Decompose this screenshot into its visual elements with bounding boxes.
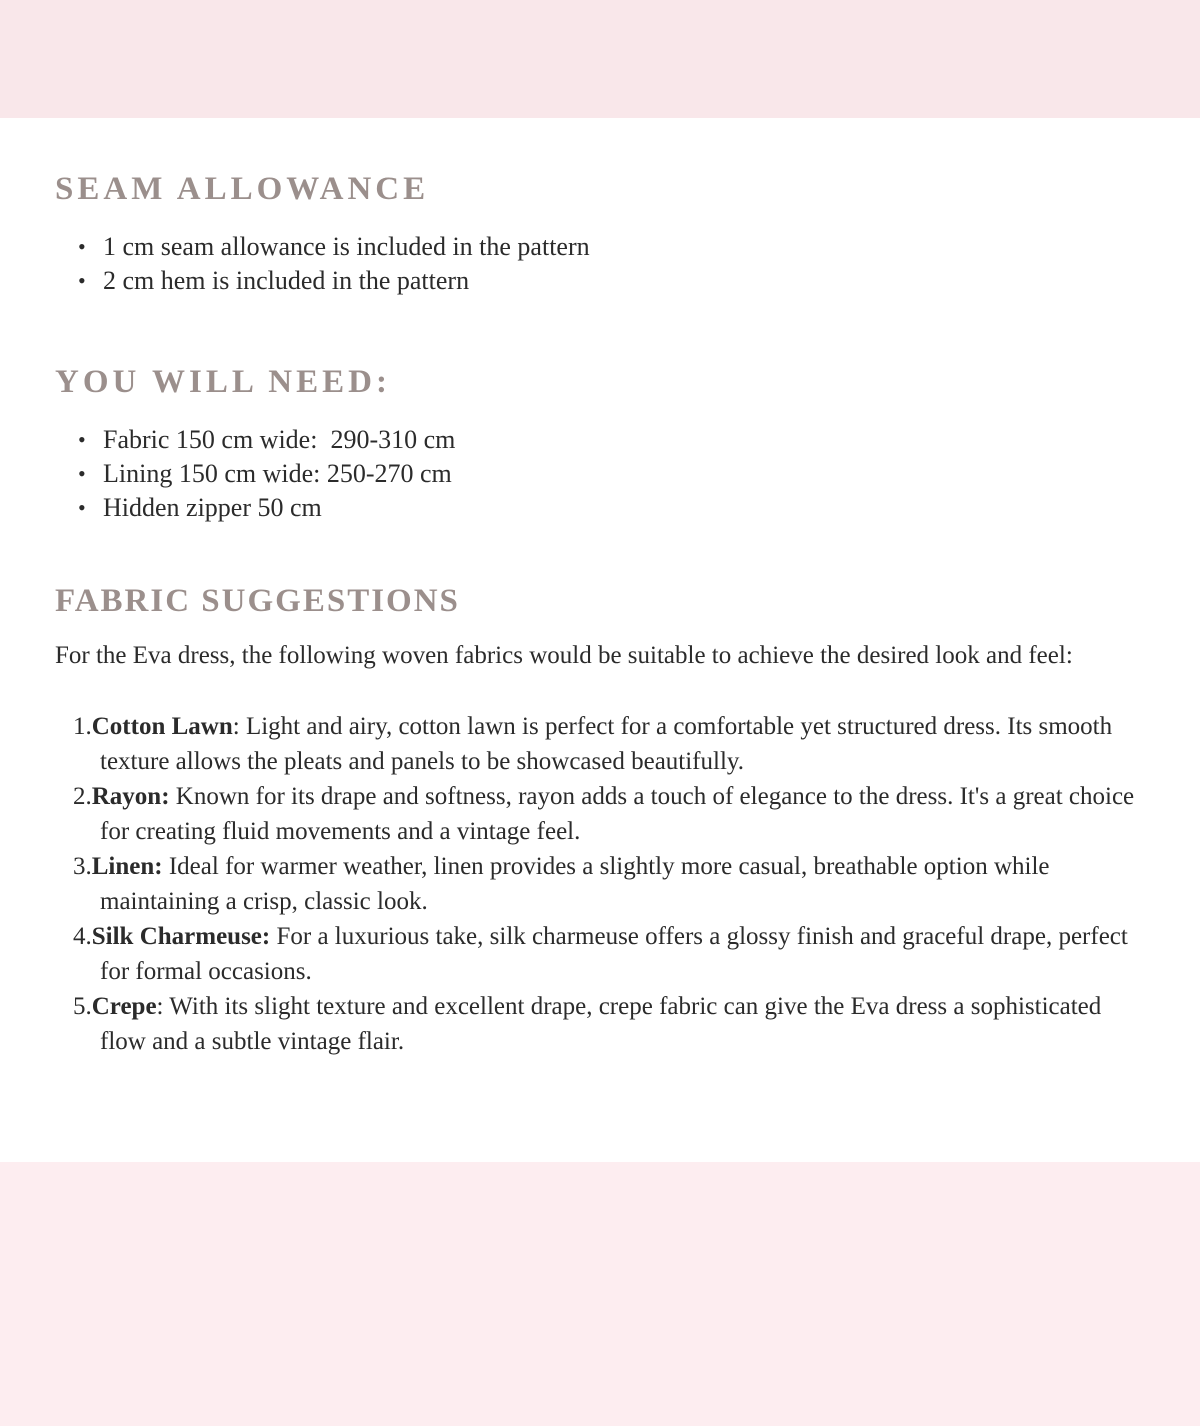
list-item — [55, 230, 1152, 264]
item-number: 2. — [73, 783, 92, 810]
numbered-list-item — [55, 919, 1147, 989]
numbered-list-item — [55, 779, 1147, 849]
numbered-list-item — [55, 989, 1147, 1059]
list-item — [55, 457, 1152, 491]
item-description: : With its slight texture and excellent drape, crepe fabric can give the Eva dress a sophisticated flow and a subtle vintage flair. — [100, 993, 1102, 1055]
numbered-list-item — [55, 709, 1147, 779]
list-item — [55, 491, 1152, 525]
item-term: Crepe — [91, 993, 157, 1020]
top-band — [0, 0, 1200, 118]
fabric-suggestions-list — [55, 709, 1152, 1059]
list-item-text: 2 cm hem is included in the pattern — [103, 266, 470, 295]
list-item-text: Lining 150 cm wide: 250-270 cm — [103, 459, 452, 488]
numbered-list-item — [55, 849, 1147, 919]
item-number: 3. — [73, 853, 92, 880]
item-term: Silk Charmeuse: — [91, 923, 271, 950]
seam-allowance-heading: SEAM ALLOWANCE — [55, 171, 430, 207]
list-item-text: Fabric 150 cm wide: 290-310 cm — [103, 425, 456, 454]
item-number: 4. — [73, 923, 92, 950]
list-item-text: Hidden zipper 50 cm — [103, 493, 322, 522]
item-term: Linen: — [91, 853, 163, 880]
bullet-marker: • — [78, 427, 86, 452]
section-seam-allowance — [55, 173, 1152, 298]
fabric-suggestions-heading: FABRIC SUGGESTIONS — [55, 583, 460, 619]
item-term: Cotton Lawn — [91, 713, 233, 740]
list-item — [55, 423, 1152, 457]
bullet-marker: • — [78, 461, 86, 486]
intro-paragraph: For the Eva dress, the following woven fabrics would be suitable to achieve the desired look and feel: — [55, 642, 1073, 669]
seam-allowance-list — [55, 230, 1152, 298]
page-content — [0, 118, 1200, 1162]
section-you-will-need — [55, 366, 1152, 525]
item-term: Rayon: — [91, 783, 170, 810]
you-will-need-heading: YOU WILL NEED: — [55, 364, 391, 400]
item-description: Ideal for warmer weather, linen provides a slightly more casual, breathable option while maintaining a crisp, classic look. — [100, 853, 1050, 915]
item-description: Known for its drape and softness, rayon adds a touch of elegance to the dress. It's a great choice for creating fluid movements and a vintage feel. — [100, 783, 1135, 845]
item-description: For a luxurious take, silk charmeuse offers a glossy finish and graceful drape, perfect for formal occasions. — [100, 923, 1128, 985]
section-fabric-suggestions — [55, 585, 1152, 1059]
bullet-marker: • — [78, 495, 86, 520]
bullet-marker: • — [78, 234, 86, 259]
bottom-band — [0, 1162, 1200, 1426]
you-will-need-list — [55, 423, 1152, 525]
item-description: : Light and airy, cotton lawn is perfect for a comfortable yet structured dress. Its smooth texture allows the pleats and panels to be showcased beautifully. — [100, 713, 1113, 775]
item-number: 5. — [73, 993, 92, 1020]
bullet-marker: • — [78, 268, 86, 293]
list-item-text: 1 cm seam allowance is included in the pattern — [103, 232, 590, 261]
item-number: 1. — [73, 713, 92, 740]
list-item — [55, 264, 1152, 298]
